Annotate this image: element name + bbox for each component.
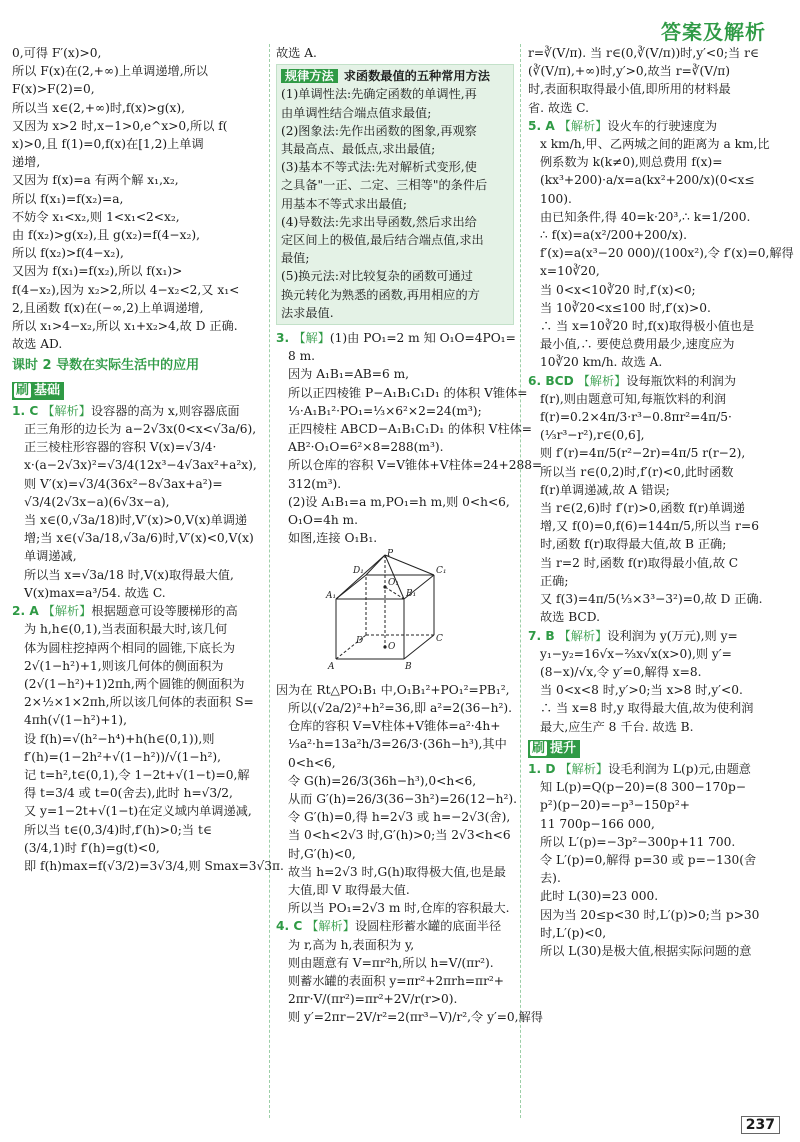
text-line: 4πh(√(1−h²)+1), — [24, 713, 127, 728]
text-line: 由 f(x₂)>g(x₂),且 g(x₂)=f(4−x₂), — [12, 228, 200, 243]
column-right — [528, 44, 794, 960]
text-line: ∴ f(x)=a(x²/200+200/x). — [540, 228, 687, 243]
text-line: 2πr·V/(πr²)=πr²+2V/r(r>0). — [288, 992, 458, 1007]
text-line: 当 10∛20<x≤100 时,f′(x)>0. — [540, 300, 711, 315]
text-line: 时,L′(p)<0, — [540, 925, 607, 940]
label-C: C — [436, 634, 443, 645]
text-line: (1)单调性法:先确定函数的单调性,再 — [281, 87, 477, 102]
text-line: 用基本不等式求出最值; — [281, 196, 407, 211]
question-5-solution — [528, 117, 794, 372]
improve-question-1-solution — [528, 760, 778, 960]
text-line: 所以 L(30)是极大值,根据实际问题的意 — [540, 943, 752, 958]
text-line: 所以(√2a/2)²+h²=36,即 a²=2(36−h²). — [288, 700, 512, 715]
text-line: 所以 f(x₂)>f(4−x₂), — [12, 246, 124, 261]
text-line: 记 t=h²,t∈(0,1),令 1−2t+√(1−t)=0,解 — [24, 767, 250, 782]
text-line: 则蓄水罐的表面积 y=πr²+2πrh=πr²+ — [288, 973, 504, 988]
text-line: 如图,连接 O₁B₁. — [288, 531, 378, 546]
text-line: 故选 BCD. — [540, 610, 600, 625]
text-line: 令 G′(h)=0,得 h=2√3 或 h=−2√3(舍), — [288, 810, 511, 825]
label-D: D — [356, 636, 364, 647]
text-line: 0,可得 F′(x)>0, — [12, 46, 102, 60]
question-4-solution — [276, 917, 543, 1026]
text-line: AB²·O₁O=6²×8=288(m³). — [288, 440, 444, 455]
text-line: 则由题意有 V=πr²h,所以 h=V/(πr²). — [288, 955, 494, 970]
text-line: 省. 故选 C. — [528, 100, 589, 115]
text-line: 8 m. — [288, 349, 316, 364]
text-line: x)>0,且 f(1)=0,f(x)在[1,2)上单调 — [12, 137, 204, 152]
text-line: 令 G(h)=26/3(36h−h³),0<h<6, — [288, 773, 477, 788]
question-3-solution-cont — [276, 681, 517, 918]
text-line: 所以仓库的容积 V=V锥体+V柱体=24+288= — [288, 458, 543, 473]
text-line: 法求最值. — [281, 305, 334, 320]
text-line: 所以当 PO₁=2√3 m 时,仓库的容积最大. — [288, 901, 510, 916]
text-line: 又 f(3)=4π/5(⅓×3³−3²)=0,故 D 正确. — [540, 592, 763, 607]
text-line: 11 700p−166 000, — [540, 816, 655, 831]
text-line: 又 y=1−2t+√(1−t)在定义域内单调递减, — [24, 804, 252, 819]
text-line: 2√(1−h²)+1,则该几何体的侧面积为 — [24, 658, 224, 673]
text-line: 最小值,∴ 要使总费用最少,速度应为 — [540, 337, 735, 352]
column-divider — [269, 44, 270, 1118]
text-line: (2)设 A₁B₁=a m,PO₁=h m,则 0<h<6, — [288, 494, 510, 509]
text-line: 所以当 x∈(2,+∞)时,f(x)>g(x), — [12, 100, 186, 115]
question-3-solution — [276, 329, 543, 547]
text-line: 其最高点、最低点,求出最值; — [281, 142, 436, 157]
text-line: ∴ 当 x=10∛20 时,f(x)取得极小值也是 — [540, 319, 755, 334]
text-line: 6. BCD 【解析】设每瓶饮料的利润为 — [528, 373, 737, 388]
text-line: x·(a−2√3x)²=√3/4(12x³−4√3ax²+a²x), — [24, 458, 257, 473]
text-line: 当 r=2 时,函数 f(r)取得最小值,故 C — [540, 555, 739, 570]
column-left — [12, 44, 284, 875]
text-line: √3/4(2√3x−a)(6√3x−a), — [24, 494, 170, 509]
text-line: 因为当 20≤p<30 时,L′(p)>0;当 p>30 — [540, 907, 760, 922]
text-line: 因为 A₁B₁=AB=6 m, — [288, 367, 410, 382]
label-O: O — [388, 642, 396, 653]
text-line: 所以正四棱锥 P−A₁B₁C₁D₁ 的体积 V锥体= — [288, 385, 528, 400]
text-line: 当 r∈(2,6)时 f′(r)>0,函数 f(r)单调递 — [540, 501, 745, 516]
text-line: 当 x∈(0,√3a/18)时,V′(x)>0,V(x)单调递 — [24, 513, 248, 528]
text-line: 所以 F(x)在(2,+∞)上单调递增,所以 — [12, 64, 208, 79]
text-line: 最值; — [281, 251, 310, 266]
text-line: 312(m³). — [288, 476, 342, 491]
text-line: ∴ 当 x=8 时,y 取得最大值,故为使利润 — [540, 701, 754, 716]
text-line: (2)图象法:先作出函数的图象,再观察 — [281, 123, 477, 138]
text-line: 故当 h=2√3 时,G(h)取得极大值,也是最 — [288, 864, 506, 879]
text-line: 即 f(h)max=f(√3/2)=3√3/4,则 Smax=3√3π. — [24, 858, 284, 873]
text-line: 所以当 x=√3a/18 时,V(x)取得最大值, — [24, 567, 234, 582]
point-O — [383, 646, 386, 649]
text-line: 正三棱柱形容器的容积 V(x)=√3/4· — [24, 440, 217, 455]
brush-icon: 刷 — [16, 382, 30, 398]
column-divider — [520, 44, 521, 1118]
text-line: (3)基本不等式法:先对解析式变形,使 — [281, 160, 477, 175]
text-line: 正三角形的边长为 a−2√3x(0<x<√3a/6), — [24, 422, 257, 437]
column-middle — [276, 44, 543, 1027]
text-line: p²)(p−20)=−p³−150p²+ — [540, 798, 690, 813]
text-line: 知 L(p)=Q(p−20)=(8 300−170p− — [540, 780, 747, 795]
text-line: (2√(1−h²)+1)2πh,两个圆锥的侧面积为 — [24, 676, 245, 691]
method-list — [281, 85, 509, 322]
text-line: 当 0<x<10∛20 时,f′(x)<0; — [540, 282, 696, 297]
edge-BC — [404, 635, 434, 659]
text-line: 大值,即 V 取得最大值. — [288, 882, 410, 897]
label-B: B — [405, 662, 412, 673]
text-line: 正确; — [540, 573, 569, 588]
text-line: 设 f(h)=√(h²−h⁴)+h(h∈(0,1)),则 — [24, 731, 215, 746]
question-6-solution — [528, 372, 778, 627]
text-line: f(4−x₂),因为 x₂>2,所以 4−x₂<2,又 x₁< — [12, 282, 240, 297]
point-O1 — [383, 586, 386, 589]
text-line: 4. C 【解析】设圆柱形蓄水罐的底面半径 — [276, 919, 502, 934]
text-line: 不妨令 x₁<x₂,则 1<x₁<2<x₂, — [12, 209, 180, 224]
text-line: 所以 L′(p)=−3p²−300p+11 700. — [540, 834, 736, 849]
text-line: 当 0<x<8 时,y′>0;当 x>8 时,y′<0. — [540, 683, 743, 698]
basic-section-banner — [12, 382, 64, 400]
text-line: 定区间上的极值,最后结合端点值,求出 — [281, 233, 484, 248]
question-2-solution — [12, 602, 284, 875]
text-line: 去). — [540, 871, 561, 886]
text-line: 此时 L(30)=23 000. — [540, 889, 659, 904]
text-line: 体为圆柱挖掉两个相同的圆锥,下底长为 — [24, 640, 236, 655]
text-line: 又因为 x>2 时,x−1>0,e^x>0,所以 f( — [12, 118, 228, 133]
text-line: f(r)=0.2×4π/3·r³−0.8πr²=4π/5· — [540, 410, 732, 425]
text-line: ⅓·A₁B₁²·PO₁=⅓×6²×2=24(m³); — [288, 403, 482, 418]
text-line: ⅓a²·h=13a²h/3=26/3·(36h−h³),其中 — [288, 737, 507, 752]
text-line: F(x)>F(2)=0, — [12, 82, 95, 97]
text-line: 2. A 【解析】根据题意可设等腰梯形的高 — [12, 604, 238, 619]
edge-PD1 — [366, 555, 385, 575]
text-line: 2×½×1×2πh,所以该几何体的表面积 S= — [24, 695, 254, 710]
improve-section-label: 提升 — [550, 740, 577, 756]
text-line: 则 y′=2πr−2V/r²=2(πr³−V)/r²,令 y′=0,解得 — [288, 1010, 543, 1025]
text-line: 最大,应生产 8 千台. 故选 B. — [540, 719, 694, 734]
text-line: (8−x)/√x,令 y′=0,解得 x=8. — [540, 664, 702, 679]
text-line: 所以当 t∈(0,3/4)时,f′(h)>0;当 t∈ — [24, 822, 212, 837]
prism-pyramid-figure — [326, 549, 446, 671]
text-line: 则 f′(r)=4π/5(r²−2r)=4π/5 r(r−2), — [540, 446, 746, 461]
text-line: 增;当 x∈(√3a/18,√3a/6)时,V′(x)<0,V(x) — [24, 531, 254, 546]
text-line: (∛(V/π),+∞)时,y′>0,故当 r=∛(V/π) — [528, 64, 730, 79]
label-A: A — [328, 662, 335, 673]
text-line: 所以当 r∈(0,2)时,f′(r)<0,此时函数 — [540, 464, 734, 479]
label-D1: D₁ — [353, 566, 364, 577]
page-number: 237 — [741, 1116, 780, 1134]
text-line: x=10∛20, — [540, 264, 600, 279]
text-line: f(r)单调递减,故 A 错误; — [540, 482, 670, 497]
text-line: 为 r,高为 h,表面积为 y, — [288, 937, 415, 952]
text-line: 时,表面积取得最小值,即所用的材料最 — [528, 82, 731, 97]
text-line: r=∛(V/π). 当 r∈(0,∛(V/π))时,y′<0;当 r∈ — [528, 46, 759, 60]
text-line: 增,又 f(0)=0,f(6)=144π/5,所以当 r=6 — [540, 519, 759, 534]
lesson-title: 课时 2 导数在实际生活中的应用 — [12, 358, 200, 374]
text-line: 又因为 f(x)=a 有两个解 x₁,x₂, — [12, 173, 179, 188]
text-line: y₁−y₂=16√x−⅔x√x(x>0),则 y′= — [540, 646, 732, 661]
text-line: 1. C 【解析】设容器的高为 x,则容器底面 — [12, 403, 240, 418]
edge-PA1 — [336, 555, 385, 599]
text-line: 5. A 【解析】设火车的行驶速度为 — [528, 118, 718, 133]
text-line: 所以 f(x₁)=f(x₂)=a, — [12, 191, 124, 206]
method-title: 求函数最值的五种常用方法 — [343, 69, 490, 84]
label-B1: B₁ — [406, 589, 417, 600]
solution-continuation — [12, 44, 265, 353]
text-line: 10∛20 km/h. 故选 A. — [540, 355, 663, 370]
label-C1: C₁ — [436, 566, 447, 577]
text-line: 时,函数 f(r)取得最大值,故 B 正确; — [540, 537, 727, 552]
question-4-solution-cont — [528, 44, 778, 117]
answer-line: 故选 A. — [276, 46, 317, 60]
text-line: 由单调性结合端点值求最值; — [281, 105, 432, 120]
text-line: 单调递减, — [24, 549, 77, 564]
method-tag: 规律方法 — [281, 69, 338, 83]
text-line: 3. 【解】(1)由 PO₁=2 m 知 O₁O=4PO₁= — [276, 331, 516, 346]
text-line: 则 V′(x)=√3/4(36x²−8√3ax+a²)= — [24, 476, 223, 491]
method-header — [281, 67, 509, 85]
text-line: (kx³+200)·a/x=a(kx²+200/x)(0<x≤ — [540, 173, 755, 188]
text-line: V(x)max=a³/54. 故选 C. — [24, 585, 166, 600]
page-header-title: 答案及解析 — [661, 20, 766, 44]
text-line: 所以 x₁>4−x₂,所以 x₁+x₂>4,故 D 正确. — [12, 319, 238, 334]
brush-icon: 刷 — [532, 740, 546, 756]
text-line: 例系数为 k(k≠0),则总费用 f(x)= — [540, 155, 723, 170]
text-line: f(r),则由题意可知,每瓶饮料的利润 — [540, 391, 727, 406]
text-line: 2,且函数 f(x)在(−∞,2)上单调递增, — [12, 300, 204, 315]
text-line: 故选 AD. — [12, 337, 63, 352]
improve-section-banner — [528, 740, 580, 758]
text-line: (3/4,1)时 f′(h)=g(t)<0, — [24, 840, 160, 855]
text-line: f′(h)=(1−2h²+√(1−h²))/√(1−h²), — [24, 749, 221, 764]
label-O1: O₁ — [388, 578, 399, 589]
text-line: 之具备"一正、二定、三相等"的条件后 — [281, 178, 488, 193]
text-line: 7. B 【解析】设利润为 y(万元),则 y= — [528, 628, 738, 643]
label-P: P — [387, 549, 394, 560]
text-line: 正四棱柱 ABCD−A₁B₁C₁D₁ 的体积 V柱体= — [288, 422, 533, 437]
text-line: 换元转化为熟悉的函数,再用相应的方 — [281, 287, 480, 302]
text-line: 0<h<6, — [288, 755, 336, 770]
question-7-solution — [528, 627, 778, 736]
basic-section-label: 基础 — [34, 382, 61, 398]
text-line: f′(x)=a(x³−20 000)/(100x²),令 f′(x)=0,解得 — [540, 246, 794, 261]
text-line: 当 0<h<2√3 时,G′(h)>0;当 2√3<h<6 — [288, 828, 511, 843]
text-line: 为 h,h∈(0,1),当表面积最大时,该几何 — [24, 622, 228, 637]
text-line: 仓库的容积 V=V柱体+V锥体=a²·4h+ — [288, 719, 501, 734]
question-1-solution — [12, 402, 265, 602]
method-box — [276, 64, 514, 325]
text-line: (⅓r³−r²),r∈(0,6], — [540, 428, 645, 443]
text-line: 又因为 f(x₁)=f(x₂),所以 f(x₁)> — [12, 264, 183, 279]
text-line: 因为在 Rt△PO₁B₁ 中,O₁B₁²+PO₁²=PB₁², — [276, 682, 510, 697]
text-line: 从而 G′(h)=26/3(36−3h²)=26(12−h²). — [288, 791, 517, 806]
text-line: 得 t=3/4 或 t=0(舍去),此时 h=√3/2, — [24, 786, 233, 801]
text-line: 由已知条件,得 40=k·20³,∴ k=1/200. — [540, 209, 751, 224]
text-line: 令 L′(p)=0,解得 p=30 或 p=−130(舍 — [540, 852, 757, 867]
text-line: 100). — [540, 191, 572, 206]
text-line: 时,G′(h)<0, — [288, 846, 356, 861]
text-line: (5)换元法:对比较复杂的函数可通过 — [281, 269, 473, 284]
text-line: 递增, — [12, 155, 41, 170]
text-line: 1. D 【解析】设毛利润为 L(p)元,由题意 — [528, 761, 751, 776]
text-line: x km/h,甲、乙两城之间的距离为 a km,比 — [540, 137, 770, 152]
text-line: O₁O=4h m. — [288, 513, 358, 528]
label-A1: A₁ — [326, 591, 337, 602]
text-line: (4)导数法:先求出导函数,然后求出给 — [281, 214, 477, 229]
